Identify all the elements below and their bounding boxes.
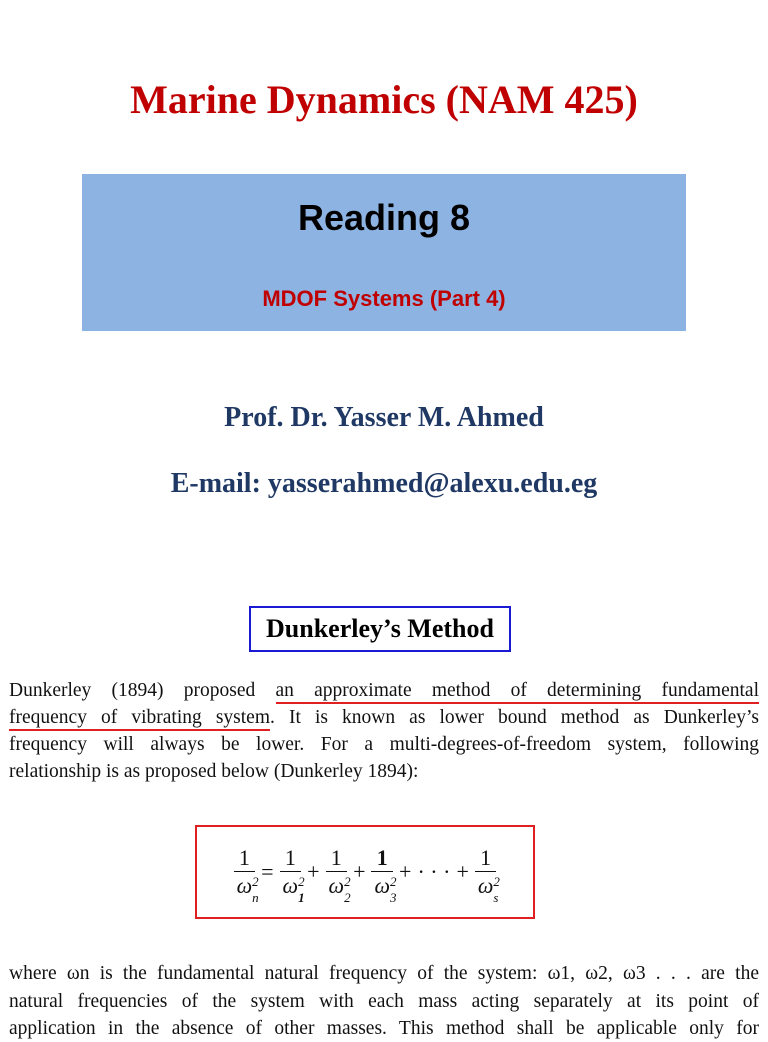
term-1-numerator: 1: [284, 844, 296, 870]
term-1-power: 2: [298, 873, 305, 889]
term-s-power: 2: [493, 873, 500, 889]
term-s-numerator: 1: [480, 844, 492, 870]
plus-sign-4: +: [456, 859, 469, 884]
highlighted-phrase-1: an approximate method of determining fundamental: [276, 680, 760, 704]
lhs-subscript: n: [252, 889, 259, 905]
plus-sign-1: +: [307, 859, 320, 884]
closing-line-3: application in the absence of other masses. This method shall be applicable only for: [9, 1018, 759, 1039]
author-name: Prof. Dr. Yasser M. Ahmed: [224, 402, 544, 433]
term-s-subscript: s: [493, 889, 499, 905]
lhs-numerator: 1: [238, 844, 250, 870]
term-3-subscript: 3: [390, 889, 397, 905]
term-1-subscript: 1: [298, 889, 305, 905]
lhs-omega: ω: [236, 872, 253, 898]
term-1-fraction: [280, 844, 305, 905]
dunkerley-equation: [197, 827, 533, 917]
section-heading-box: [249, 606, 511, 652]
author-email: E-mail: yasserahmed@alexu.edu.eg: [170, 468, 598, 499]
closing-line-1: where ωn is the fundamental natural frequency of the system: ω1, ω2, ω3 . . . are the: [9, 963, 759, 984]
line1-text: Dunkerley (1894) proposed: [9, 680, 276, 701]
plus-sign-3: +: [399, 859, 412, 884]
reading-heading: Reading 8: [297, 197, 471, 238]
paragraph-line-2: [9, 704, 759, 731]
reading-subheading: MDOF Systems (Part 4): [262, 286, 506, 311]
term-s-fraction: [475, 844, 500, 905]
term-3-omega: ω: [374, 872, 391, 898]
term-3-numerator: 1: [376, 844, 388, 870]
term-s-omega: ω: [477, 872, 494, 898]
paragraph-line-3: frequency will always be lower. For a multi-degrees-of-freedom system, following: [9, 734, 759, 755]
term-2-numerator: 1: [330, 844, 342, 870]
lhs-power: 2: [252, 873, 259, 889]
line2-text: . It is known as lower bound method as Dunkerley’s: [270, 707, 760, 728]
section-heading: Dunkerley’s Method: [266, 614, 494, 643]
lhs-fraction: [234, 844, 259, 905]
document-title: Marine Dynamics (NAM 425): [130, 77, 638, 122]
term-2-subscript: 2: [344, 889, 351, 905]
ellipsis: · · ·: [417, 859, 451, 884]
term-1-omega: ω: [282, 872, 299, 898]
term-2-omega: ω: [328, 872, 345, 898]
paragraph-line-1: [9, 677, 759, 704]
highlighted-phrase-2: frequency of vibrating system: [9, 707, 270, 731]
term-2-power: 2: [344, 873, 351, 889]
term-3-fraction: [371, 844, 397, 905]
closing-line-2: natural frequencies of the system with each mass acting separately at its point of: [9, 991, 759, 1012]
term-3-power: 2: [390, 873, 397, 889]
equals-sign: =: [261, 859, 274, 884]
equation-box: [195, 825, 535, 919]
plus-sign-2: +: [353, 859, 366, 884]
paragraph-line-4: relationship is as proposed below (Dunkerley 1894):: [9, 761, 419, 782]
reading-banner: [82, 174, 686, 331]
term-2-fraction: [326, 844, 351, 905]
